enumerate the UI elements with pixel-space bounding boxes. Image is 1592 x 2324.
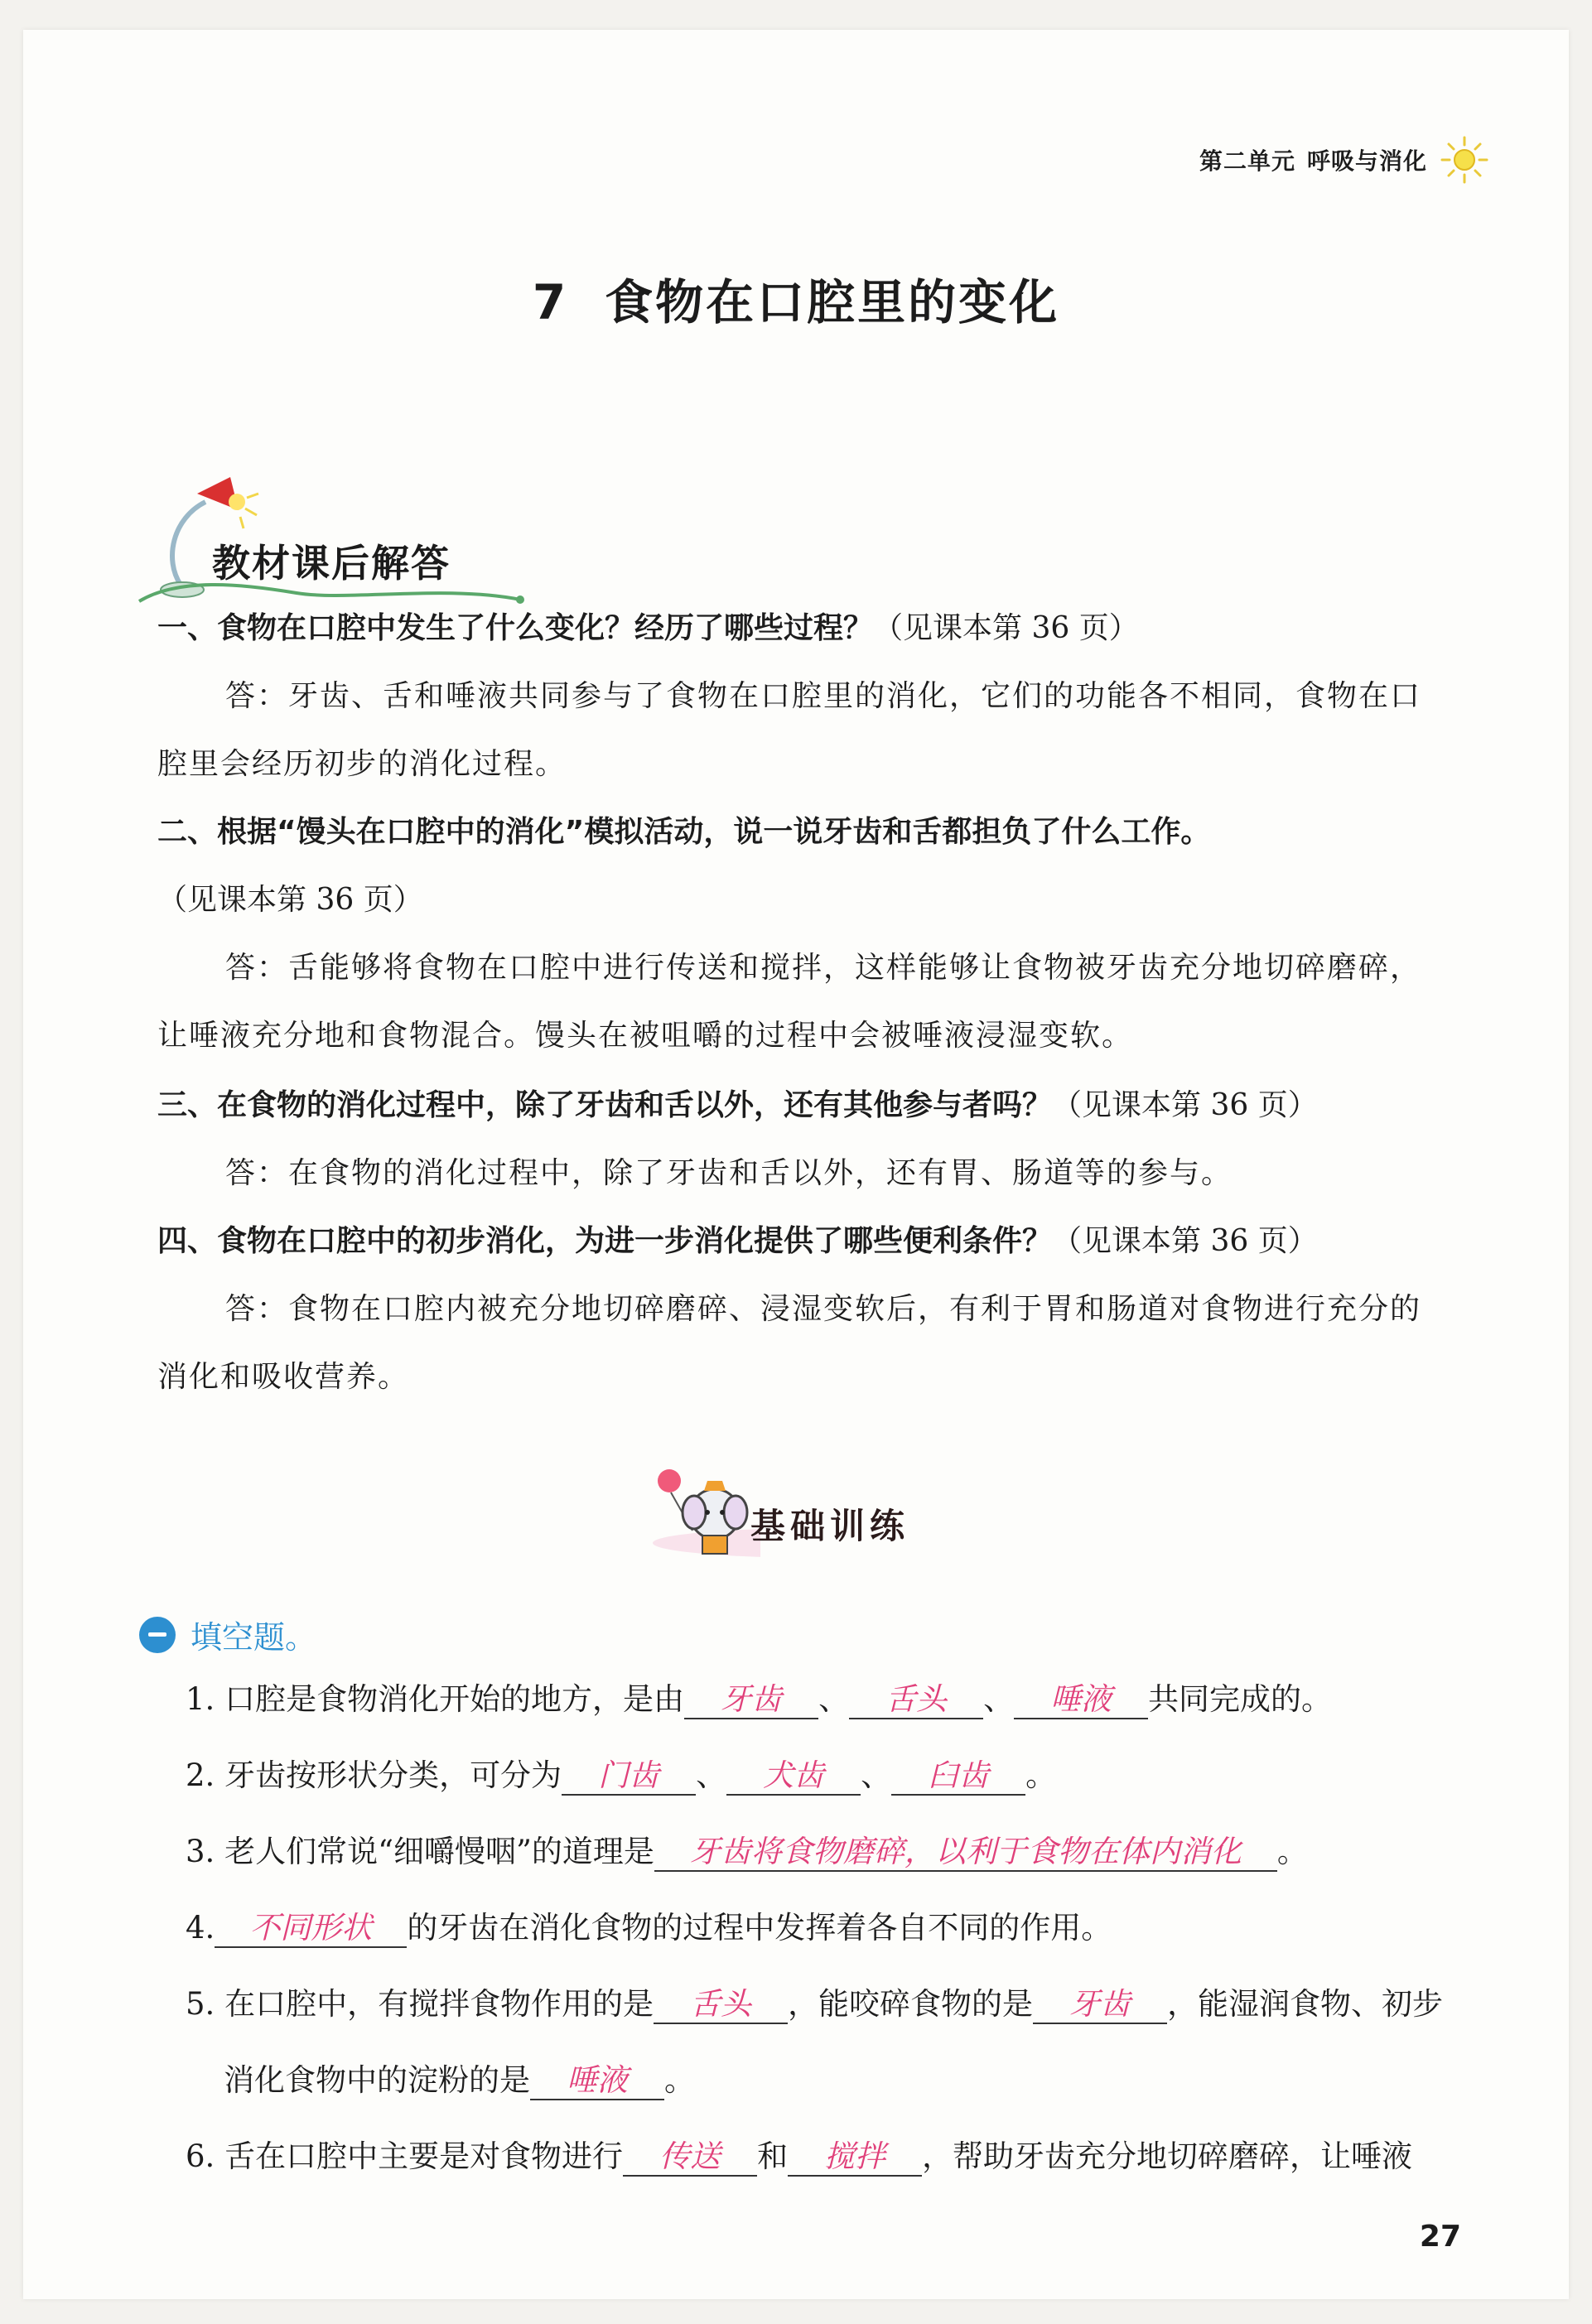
answer-3: 答：在食物的消化过程中，除了牙齿和舌以外，还有胃、肠道等的参与。	[225, 1156, 1233, 1190]
item-text: 。	[664, 2062, 695, 2098]
exercise-item-1	[186, 1661, 1478, 1738]
exercise-list	[186, 1661, 1478, 2195]
answer-blank[interactable]: 牙齿	[1033, 1986, 1167, 2024]
answer-blank[interactable]: 传送	[623, 2138, 757, 2177]
qa-block-3	[157, 1072, 1450, 1208]
answer-1: 答：牙齿、舌和唾液共同参与了食物在口腔里的消化，它们的功能各不相同，食物在口腔里会经历初步的消化过程。	[157, 679, 1422, 781]
numeral-one-icon	[139, 1617, 176, 1653]
badge-title: 基础训练	[750, 1506, 910, 1546]
lesson-title: 食物在口腔里的变化	[605, 274, 1060, 330]
elephant-balloon-icon	[653, 1456, 760, 1564]
qa-block-2	[157, 798, 1450, 1070]
question-2	[157, 798, 1450, 934]
item-text: 、	[696, 1757, 727, 1793]
item-text: 和	[757, 2138, 789, 2174]
item-text: 2. 牙齿按形状分类，可分为	[186, 1757, 562, 1793]
question-3-text: 三、在食物的消化过程中，除了牙齿和舌以外，还有其他参与者吗？	[157, 1088, 1053, 1122]
item-text: 4.	[186, 1910, 215, 1946]
exercise-item-5-continued	[186, 2042, 1478, 2119]
item-text: 、	[861, 1757, 892, 1793]
answer-4: 答：食物在口腔内被充分地切碎磨碎、浸湿变软后，有利于胃和肠道对食物进行充分的消化和吸收营养。	[157, 1292, 1422, 1394]
question-4-text: 四、食物在口腔中的初步消化，为进一步消化提供了哪些便利条件？	[157, 1224, 1053, 1258]
question-4	[157, 1208, 1450, 1275]
question-1-text: 一、食物在口腔中发生了什么变化？经历了哪些过程？	[157, 611, 874, 645]
item-text: 。	[1276, 1834, 1308, 1869]
item-text: 消化食物中的淀粉的是	[224, 2062, 530, 2098]
qa-block-4	[157, 1208, 1450, 1411]
item-text: 、	[983, 1681, 1015, 1717]
page-header	[1199, 134, 1490, 186]
section-title: 教材课后解答	[212, 541, 451, 586]
exercise-item-3	[186, 1814, 1478, 1890]
question-2-text: 二、根据“馒头在口腔中的消化”模拟活动，说一说牙齿和舌都担负了什么工作。	[157, 815, 1211, 849]
answer-blank[interactable]: 犬齿	[726, 1757, 861, 1796]
question-3-ref: （见课本第 36 页）	[1052, 1088, 1318, 1122]
item-text: 5. 在口腔中，有搅拌食物作用的是	[186, 1986, 654, 2022]
item-text: ，能咬碎食物的是	[788, 1986, 1034, 2022]
page	[23, 30, 1569, 2299]
answer-blank[interactable]: 牙齿	[684, 1681, 818, 1719]
page-title	[23, 263, 1569, 333]
lesson-number: 7	[532, 274, 569, 330]
item-text: 、	[818, 1681, 850, 1717]
section-header-textbook-answers	[114, 460, 545, 601]
question-2-ref: （见课本第 36 页）	[157, 883, 423, 917]
answer-blank[interactable]: 臼齿	[891, 1757, 1025, 1796]
item-text: ，能湿润食物、初步	[1167, 1986, 1444, 2022]
answer-blank[interactable]: 牙齿将食物磨碎，以利于食物在体内消化	[654, 1834, 1277, 1872]
topic-label: 呼吸与消化	[1306, 147, 1427, 175]
qa-block-1	[157, 595, 1450, 798]
answer-blank[interactable]: 唾液	[1014, 1681, 1148, 1719]
item-text: 6. 舌在口腔中主要是对食物进行	[186, 2138, 624, 2174]
fill-in-header	[139, 1612, 316, 1657]
question-1	[157, 595, 1450, 663]
exercise-item-6	[186, 2119, 1478, 2195]
item-text: 3. 老人们常说“细嚼慢咽”的道理是	[186, 1834, 654, 1869]
section-badge-basic-training	[644, 1456, 992, 1564]
item-text: 。	[1025, 1757, 1057, 1793]
answer-blank[interactable]: 舌头	[849, 1681, 983, 1719]
answer-blank[interactable]: 搅拌	[788, 2138, 922, 2177]
item-text: ，帮助牙齿充分地切碎磨碎，让唾液	[922, 2138, 1413, 2174]
answer-blank[interactable]: 舌头	[654, 1986, 788, 2024]
answer-2: 答：舌能够将食物在口腔中进行传送和搅拌，这样能够让食物被牙齿充分地切碎磨碎，让唾液充分地和食物混合。馒头在被咀嚼的过程中会被唾液浸湿变软。	[157, 951, 1422, 1053]
answer-blank[interactable]: 不同形状	[215, 1910, 407, 1948]
exercise-item-2	[186, 1738, 1478, 1814]
question-3	[157, 1072, 1450, 1140]
page-number: 27	[1419, 2220, 1461, 2254]
item-text: 共同完成的。	[1148, 1681, 1333, 1717]
question-4-ref: （见课本第 36 页）	[1052, 1224, 1318, 1258]
question-1-ref: （见课本第 36 页）	[873, 611, 1139, 645]
answer-blank[interactable]: 门齿	[562, 1757, 696, 1796]
fill-in-title: 填空题。	[191, 1619, 317, 1656]
answer-blank[interactable]: 唾液	[530, 2062, 664, 2100]
exercise-item-5	[186, 1966, 1478, 2042]
unit-label: 第二单元	[1199, 147, 1295, 175]
sun-icon	[1439, 134, 1490, 186]
item-text: 的牙齿在消化食物的过程中发挥着各自不同的作用。	[407, 1910, 1112, 1946]
exercise-item-4	[186, 1890, 1478, 1966]
item-text: 1. 口腔是食物消化开始的地方，是由	[186, 1681, 685, 1717]
